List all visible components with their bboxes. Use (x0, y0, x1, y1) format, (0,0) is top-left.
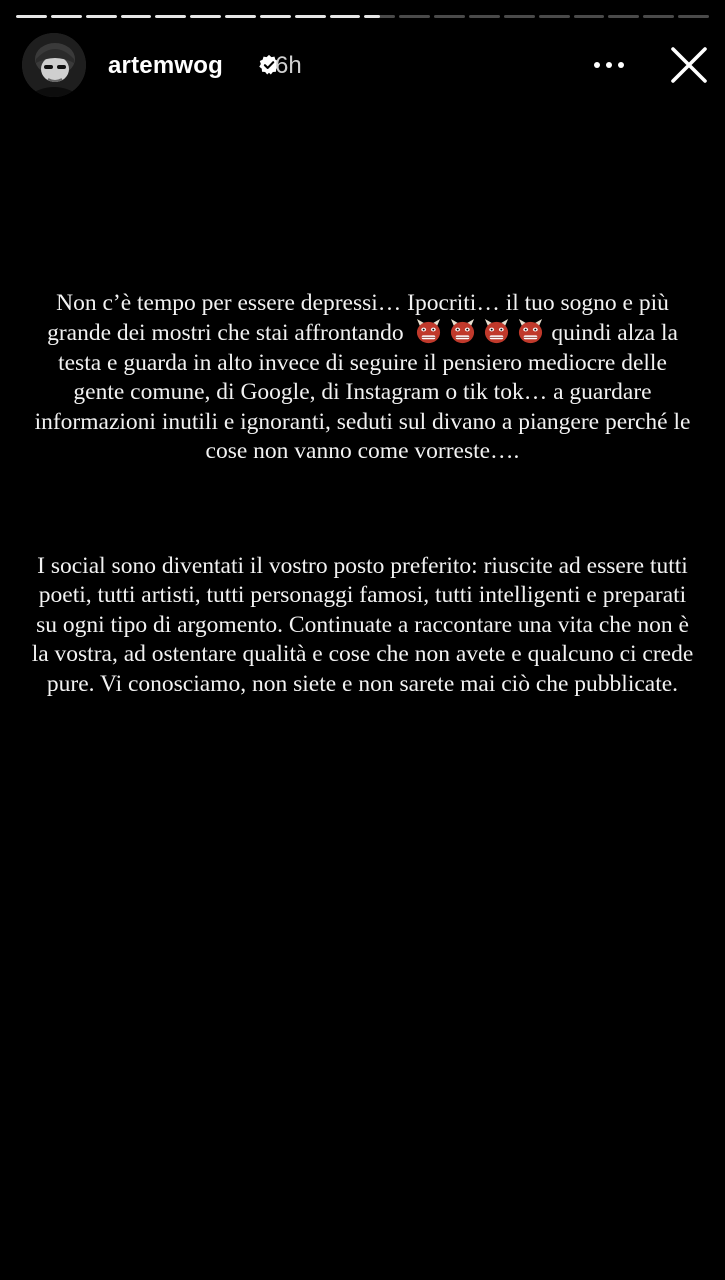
paragraph-1-continued: quindi alza la testa e guarda in alto invece di seguire il pensiero mediocre delle gente comune, di Google, di Instagram o tik tok… a guardare informazioni inutili e ignoranti, seduti sul divano a piangere perché le cose non vanno come vorreste…. (34, 320, 691, 465)
ogre-emoji (516, 318, 545, 345)
ogre-emoji (482, 318, 511, 345)
more-options-icon[interactable] (591, 51, 627, 79)
progress-segment-current (364, 15, 395, 18)
username[interactable]: artemwog (108, 52, 223, 79)
progress-segment (16, 15, 47, 18)
close-icon[interactable] (669, 45, 709, 85)
progress-segment (434, 15, 465, 18)
progress-segment (121, 15, 152, 18)
progress-segment (330, 15, 361, 18)
profile-avatar[interactable] (22, 33, 86, 97)
post-time: 6h (275, 52, 302, 79)
story-text-paragraph-2: I social sono diventati il vostro posto preferito: riuscite ad essere tutti poeti, tutti artisti, tutti personaggi famosi, tutti intelligenti e preparati su ogni tipo di argomento. Continuate a raccontare una vita che non è la vostra, ad ostentare qualità e cose che non avete e qualcuno ci crede pure. Vi conosciamo, non siete e non sarete mai ciò che pubblicate. (31, 553, 694, 697)
progress-segment (539, 15, 570, 18)
progress-segment (643, 15, 674, 18)
progress-segment (678, 15, 709, 18)
progress-segment (86, 15, 117, 18)
progress-segment (225, 15, 256, 18)
progress-segment (155, 15, 186, 18)
progress-segment (469, 15, 500, 18)
ogre-emoji (414, 318, 443, 345)
ogre-emoji (448, 318, 477, 345)
paragraph-1-text: Non c’è tempo per essere depressi… Ipocriti… il tuo sogno e più grande dei mostri che stai affrontando (47, 290, 669, 347)
emoji-group (409, 320, 551, 346)
progress-segment (504, 15, 535, 18)
progress-segment (399, 15, 430, 18)
story-progress-bar (16, 15, 709, 18)
progress-segment (260, 15, 291, 18)
progress-segment (51, 15, 82, 18)
progress-segment (574, 15, 605, 18)
story-header (22, 33, 709, 97)
progress-segment (608, 15, 639, 18)
progress-segment (190, 15, 221, 18)
progress-segment (295, 15, 326, 18)
story-text-paragraph-1 (30, 289, 695, 466)
